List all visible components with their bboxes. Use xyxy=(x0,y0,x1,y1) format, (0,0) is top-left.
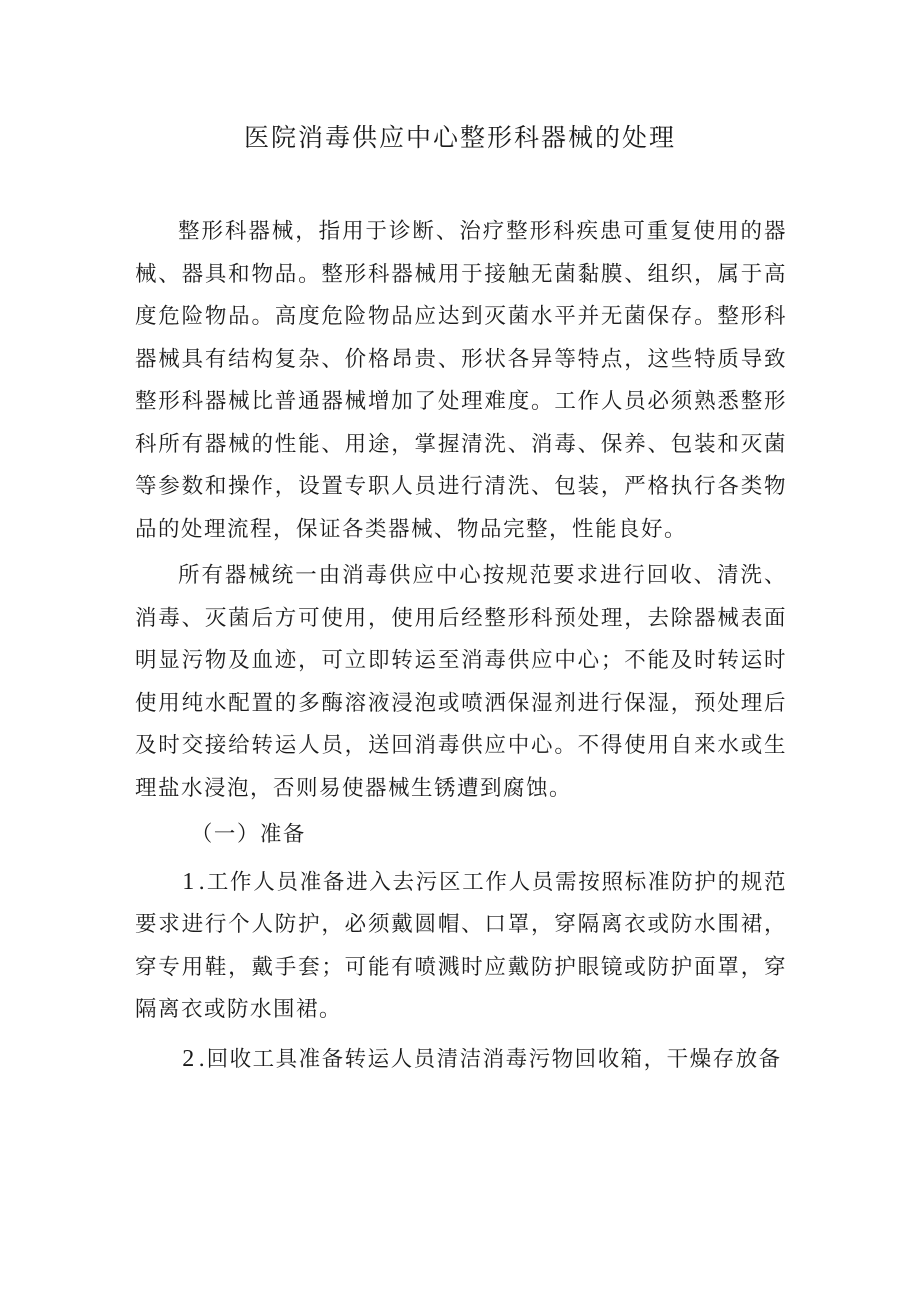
document-title: 医院消毒供应中心整形科器械的处理 xyxy=(243,123,676,152)
paragraph-definition: 整形科器械，指用于诊断、治疗整形科疾患可重复使用的器械、器具和物品。整形科器械用于接触无菌黏膜、组织，属于高度危险物品。高度危险物品应达到灭菌水平并无菌保存。整形科器械具有结构复杂、价格昂贵、形状各异等特点，这些特质导致整形科器械比普通器械增加了处理难度。工作人员必须熟悉整形科所有器械的性能、用途，掌握清洗、消毒、保养、包装和灭菌等参数和操作，设置专职人员进行清洗、包装，严格执行各类物品的处理流程，保证各类器械、物品完整，性能良好。 xyxy=(135,219,787,542)
list-item xyxy=(135,861,787,1032)
item-number: 2 xyxy=(182,1045,199,1072)
list-item xyxy=(135,1038,787,1082)
item-number: 1 xyxy=(182,868,199,895)
section-heading-preparation: （一）准备 xyxy=(190,822,306,847)
document-body xyxy=(135,211,787,1081)
paragraph-handling: 所有器械统一由消毒供应中心按规范要求进行回收、清洗、消毒、灭菌后方可使用，使用后经整形科预处理，去除器械表面明显污物及血迹，可立即转运至消毒供应中心；不能及时转运时使用纯水配置的多酶溶液浸泡或喷洒保湿剂进行保湿，预处理后及时交接给转运人员，送回消毒供应中心。不得使用自来水或生理盐水浸泡，否则易使器械生锈遭到腐蚀。 xyxy=(135,563,787,801)
item-text: .工作人员准备进入去污区工作人员需按照标准防护的规范要求进行个人防护，必须戴圆帽、口罩，穿隔离衣或防水围裙，穿专用鞋，戴手套；可能有喷溅时应戴防护眼镜或防护面罩，穿隔离衣或防水围裙。 xyxy=(135,869,787,1022)
item-text: .回收工具准备转运人员清洁消毒污物回收箱，干燥存放备 xyxy=(198,1046,782,1072)
